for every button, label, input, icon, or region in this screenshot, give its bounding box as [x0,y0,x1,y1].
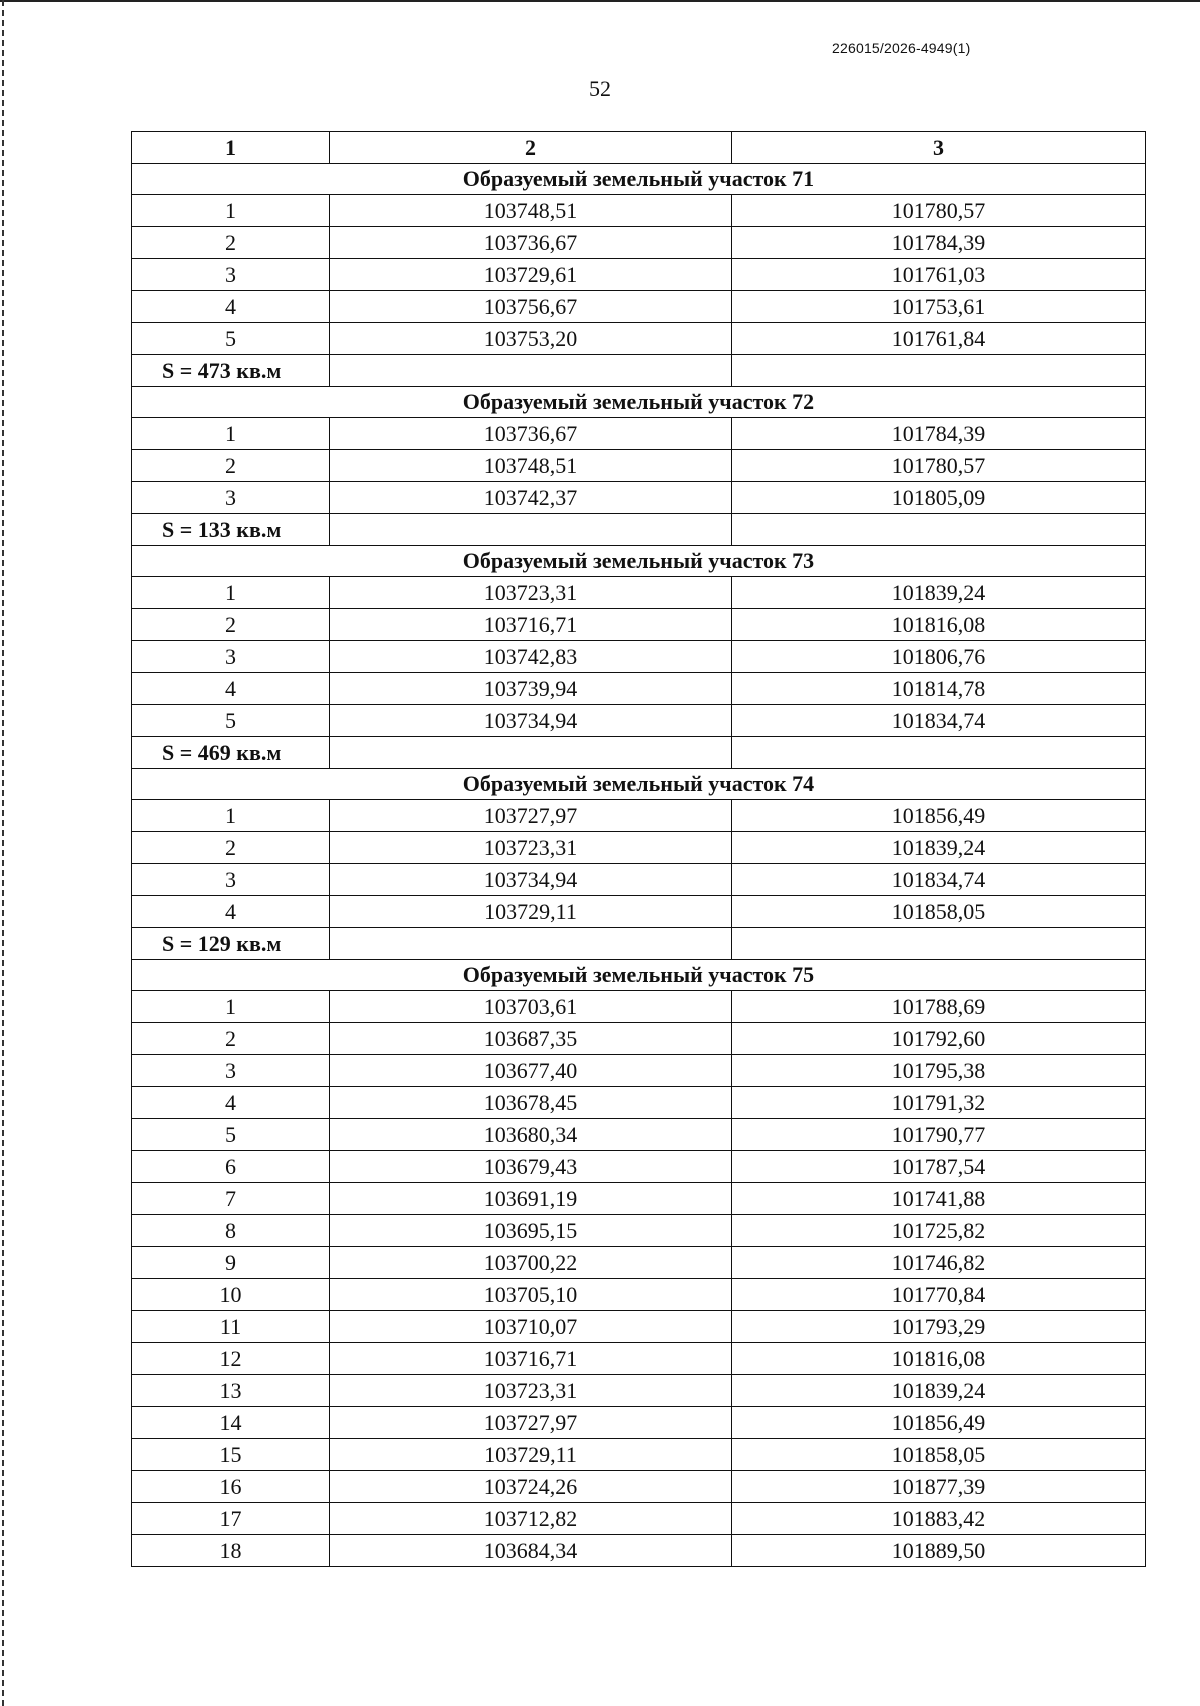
table-row [132,800,1146,832]
point-number-cell: 5 [132,323,330,355]
table-body [132,164,1146,1567]
point-number-cell: 3 [132,482,330,514]
table-row [132,1087,1146,1119]
section-title-row [132,769,1146,800]
point-number-cell: 11 [132,1311,330,1343]
coordinate-y-cell: 101883,42 [732,1503,1146,1535]
coordinate-x-cell: 103739,94 [330,673,732,705]
table-row [132,1439,1146,1471]
section-title: Образуемый земельный участок 71 [132,164,1146,195]
coordinate-x-cell: 103729,11 [330,1439,732,1471]
point-number-cell: 18 [132,1535,330,1567]
coordinate-y-cell: 101806,76 [732,641,1146,673]
coordinate-x-cell: 103748,51 [330,195,732,227]
coordinate-x-cell: 103677,40 [330,1055,732,1087]
coordinate-x-cell: 103734,94 [330,705,732,737]
point-number-cell: 1 [132,577,330,609]
point-number-cell: 7 [132,1183,330,1215]
table-row [132,1311,1146,1343]
coordinate-x-cell: 103727,97 [330,800,732,832]
coordinate-x-cell: 103729,61 [330,259,732,291]
table-row [132,1535,1146,1567]
point-number-cell: 5 [132,705,330,737]
coordinate-x-cell: 103716,71 [330,1343,732,1375]
coordinate-x-cell: 103679,43 [330,1151,732,1183]
empty-cell [732,355,1146,387]
table-row [132,1343,1146,1375]
table-row [132,195,1146,227]
point-number-cell: 1 [132,800,330,832]
point-number-cell: 3 [132,259,330,291]
table-row [132,1247,1146,1279]
coordinate-x-cell: 103736,67 [330,227,732,259]
point-number-cell: 3 [132,641,330,673]
empty-cell [330,514,732,546]
table-row [132,259,1146,291]
table-row [132,1503,1146,1535]
coordinate-x-cell: 103705,10 [330,1279,732,1311]
coordinates-table [131,131,1146,1567]
table-row [132,609,1146,641]
coordinate-y-cell: 101805,09 [732,482,1146,514]
table-row [132,1183,1146,1215]
coordinate-x-cell: 103680,34 [330,1119,732,1151]
point-number-cell: 9 [132,1247,330,1279]
coordinate-y-cell: 101858,05 [732,1439,1146,1471]
point-number-cell: 17 [132,1503,330,1535]
coordinate-y-cell: 101761,03 [732,259,1146,291]
section-title-row [132,546,1146,577]
coordinate-y-cell: 101793,29 [732,1311,1146,1343]
coordinate-y-cell: 101858,05 [732,896,1146,928]
table-row [132,832,1146,864]
coordinate-y-cell: 101753,61 [732,291,1146,323]
point-number-cell: 12 [132,1343,330,1375]
area-label: S = 469 кв.м [132,737,330,769]
point-number-cell: 2 [132,1023,330,1055]
coordinate-y-cell: 101725,82 [732,1215,1146,1247]
area-row [132,737,1146,769]
table-row [132,227,1146,259]
area-row [132,355,1146,387]
scan-edge-top [0,0,1200,2]
point-number-cell: 6 [132,1151,330,1183]
coordinate-x-cell: 103723,31 [330,577,732,609]
coordinate-x-cell: 103734,94 [330,864,732,896]
empty-cell [732,514,1146,546]
coordinate-x-cell: 103723,31 [330,1375,732,1407]
point-number-cell: 4 [132,1087,330,1119]
table-row [132,450,1146,482]
coordinate-x-cell: 103729,11 [330,896,732,928]
coordinate-y-cell: 101889,50 [732,1535,1146,1567]
coordinate-x-cell: 103712,82 [330,1503,732,1535]
coordinate-y-cell: 101856,49 [732,800,1146,832]
point-number-cell: 3 [132,864,330,896]
table-row [132,1471,1146,1503]
coordinate-x-cell: 103691,19 [330,1183,732,1215]
point-number-cell: 4 [132,896,330,928]
coordinate-x-cell: 103700,22 [330,1247,732,1279]
section-title: Образуемый земельный участок 73 [132,546,1146,577]
point-number-cell: 1 [132,195,330,227]
header-col-3: 3 [732,132,1146,164]
coordinate-y-cell: 101780,57 [732,195,1146,227]
coordinate-x-cell: 103687,35 [330,1023,732,1055]
empty-cell [330,737,732,769]
coordinate-x-cell: 103684,34 [330,1535,732,1567]
table-row [132,1279,1146,1311]
section-title-row [132,387,1146,418]
coordinate-x-cell: 103724,26 [330,1471,732,1503]
point-number-cell: 10 [132,1279,330,1311]
coordinate-y-cell: 101792,60 [732,1023,1146,1055]
point-number-cell: 2 [132,450,330,482]
table-row [132,673,1146,705]
area-row [132,928,1146,960]
section-title-row [132,164,1146,195]
coordinate-y-cell: 101788,69 [732,991,1146,1023]
coordinate-y-cell: 101839,24 [732,577,1146,609]
coordinate-y-cell: 101839,24 [732,832,1146,864]
point-number-cell: 1 [132,991,330,1023]
coordinate-y-cell: 101741,88 [732,1183,1146,1215]
header-col-2: 2 [330,132,732,164]
coordinate-y-cell: 101787,54 [732,1151,1146,1183]
coordinate-x-cell: 103703,61 [330,991,732,1023]
section-title: Образуемый земельный участок 72 [132,387,1146,418]
coordinate-y-cell: 101816,08 [732,1343,1146,1375]
point-number-cell: 2 [132,227,330,259]
table-row [132,1407,1146,1439]
table-row [132,323,1146,355]
table-row [132,1215,1146,1247]
table-row [132,482,1146,514]
coordinate-y-cell: 101834,74 [732,864,1146,896]
point-number-cell: 15 [132,1439,330,1471]
coordinate-y-cell: 101761,84 [732,323,1146,355]
coordinate-y-cell: 101746,82 [732,1247,1146,1279]
point-number-cell: 14 [132,1407,330,1439]
table-row [132,1151,1146,1183]
point-number-cell: 13 [132,1375,330,1407]
coordinate-x-cell: 103748,51 [330,450,732,482]
empty-cell [330,355,732,387]
point-number-cell: 4 [132,673,330,705]
point-number-cell: 3 [132,1055,330,1087]
header-col-1: 1 [132,132,330,164]
point-number-cell: 2 [132,609,330,641]
table-row [132,1023,1146,1055]
table-row [132,577,1146,609]
point-number-cell: 5 [132,1119,330,1151]
coordinate-x-cell: 103723,31 [330,832,732,864]
area-label: S = 133 кв.м [132,514,330,546]
table-row [132,1055,1146,1087]
point-number-cell: 16 [132,1471,330,1503]
coordinate-y-cell: 101877,39 [732,1471,1146,1503]
table-row [132,641,1146,673]
table-row [132,991,1146,1023]
point-number-cell: 2 [132,832,330,864]
table-row [132,896,1146,928]
coordinate-x-cell: 103756,67 [330,291,732,323]
scan-edge-left [2,0,4,1706]
point-number-cell: 8 [132,1215,330,1247]
table-row [132,1119,1146,1151]
header-row [132,132,1146,164]
coordinate-x-cell: 103695,15 [330,1215,732,1247]
coordinate-x-cell: 103716,71 [330,609,732,641]
coordinate-y-cell: 101839,24 [732,1375,1146,1407]
coordinate-y-cell: 101834,74 [732,705,1146,737]
coordinate-y-cell: 101856,49 [732,1407,1146,1439]
coordinate-y-cell: 101790,77 [732,1119,1146,1151]
coordinate-x-cell: 103678,45 [330,1087,732,1119]
document-number: 226015/2026-4949(1) [832,40,971,56]
point-number-cell: 4 [132,291,330,323]
coordinate-y-cell: 101816,08 [732,609,1146,641]
table-row [132,1375,1146,1407]
coordinate-x-cell: 103742,83 [330,641,732,673]
area-label: S = 473 кв.м [132,355,330,387]
section-title-row [132,960,1146,991]
coordinate-y-cell: 101770,84 [732,1279,1146,1311]
page-number: 52 [589,76,611,101]
coordinate-x-cell: 103742,37 [330,482,732,514]
empty-cell [732,737,1146,769]
coordinate-y-cell: 101814,78 [732,673,1146,705]
table-row [132,418,1146,450]
area-label: S = 129 кв.м [132,928,330,960]
section-title: Образуемый земельный участок 75 [132,960,1146,991]
area-row [132,514,1146,546]
empty-cell [732,928,1146,960]
coordinate-x-cell: 103753,20 [330,323,732,355]
coordinate-x-cell: 103727,97 [330,1407,732,1439]
coordinate-x-cell: 103710,07 [330,1311,732,1343]
table-row [132,705,1146,737]
table-row [132,291,1146,323]
coordinate-y-cell: 101791,32 [732,1087,1146,1119]
coordinate-y-cell: 101784,39 [732,227,1146,259]
point-number-cell: 1 [132,418,330,450]
coordinate-y-cell: 101795,38 [732,1055,1146,1087]
coordinate-x-cell: 103736,67 [330,418,732,450]
table-row [132,864,1146,896]
section-title: Образуемый земельный участок 74 [132,769,1146,800]
coordinate-y-cell: 101784,39 [732,418,1146,450]
empty-cell [330,928,732,960]
coordinate-y-cell: 101780,57 [732,450,1146,482]
